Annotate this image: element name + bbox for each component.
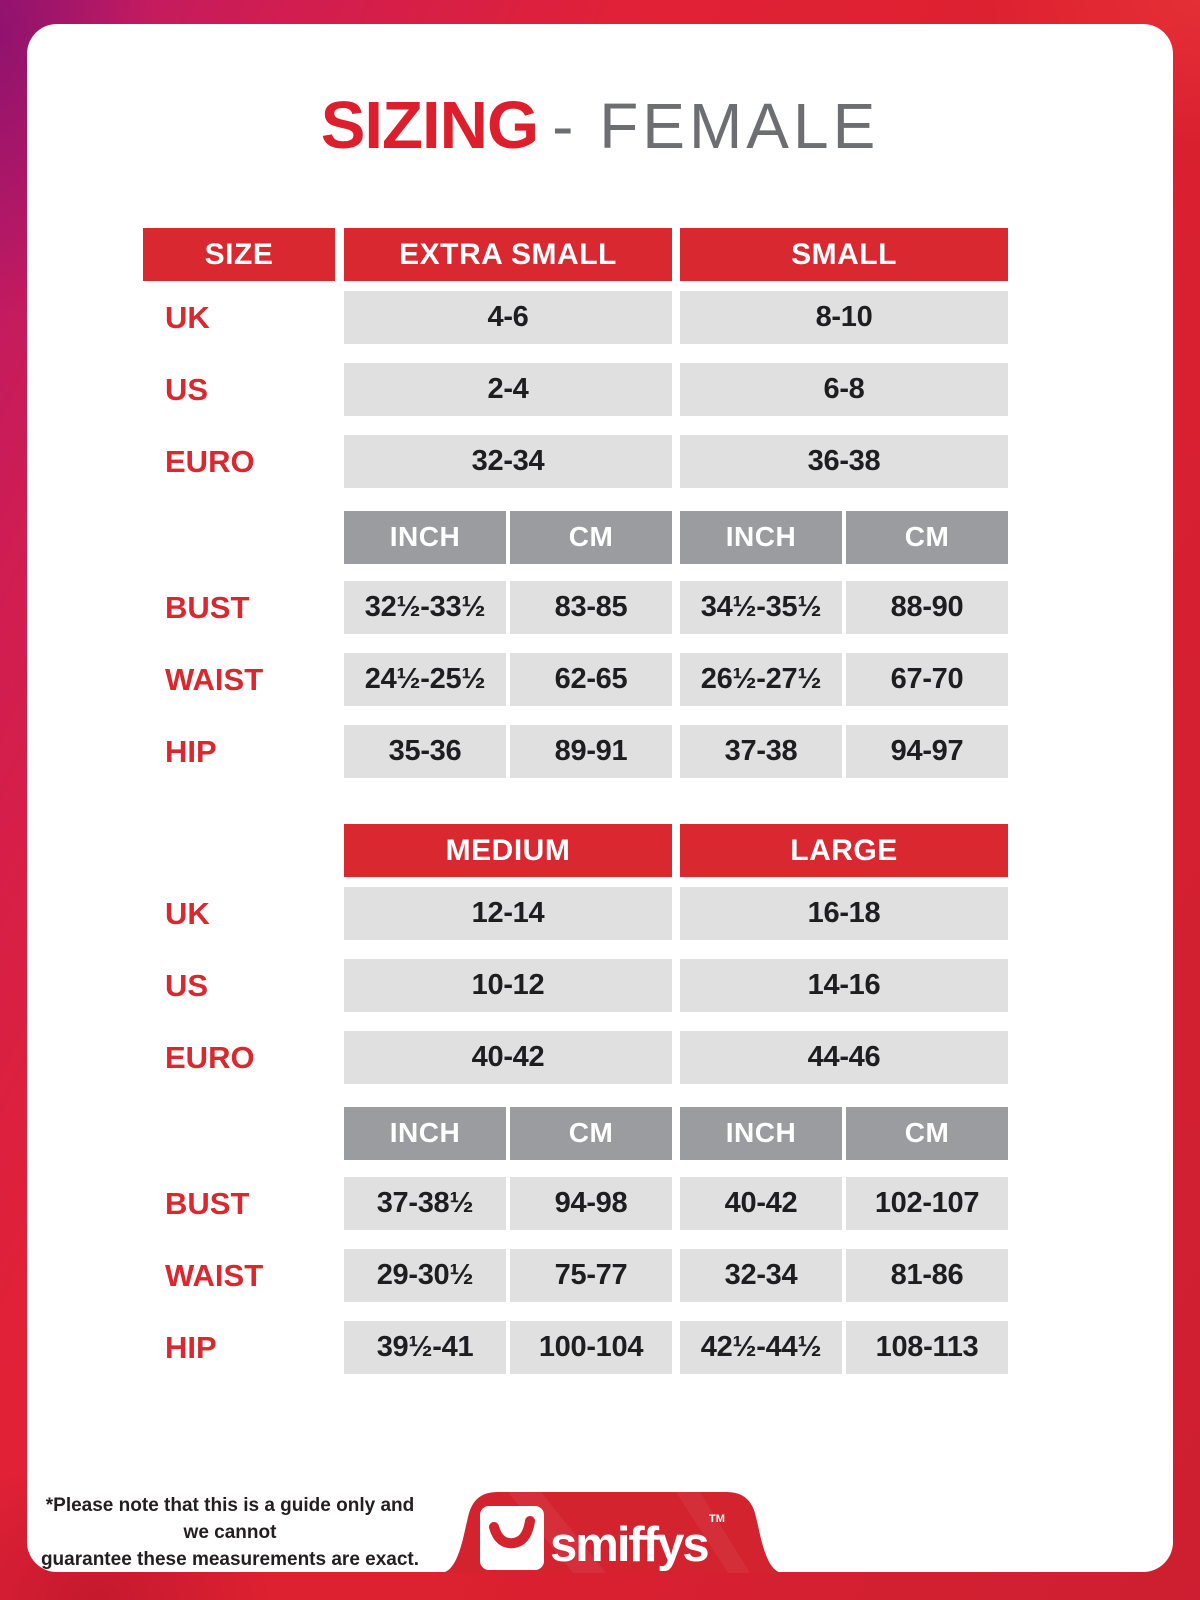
size-cell: 6-8 [680,363,1008,416]
title-primary: SIZING [320,88,539,163]
measure-cell: 88-90 [846,581,1008,634]
logo-tm-superscript: TM [709,1513,725,1525]
row-label: WAIST [165,1258,264,1293]
logo-text: smiffys [550,1518,708,1572]
unit-header: INCH [344,511,506,564]
measure-cell: 62-65 [510,653,672,706]
measure-cell: 37-38½ [344,1177,506,1230]
size-cell: 40-42 [344,1031,672,1084]
unit-header: INCH [344,1107,506,1160]
measure-cell: 108-113 [846,1321,1008,1374]
measure-cell: 32-34 [680,1249,842,1302]
unit-header: CM [846,511,1008,564]
measure-cell: 32½-33½ [344,581,506,634]
unit-header: CM [510,511,672,564]
unit-header: CM [510,1107,672,1160]
unit-header: INCH [680,511,842,564]
smiffys-logo [480,1506,544,1570]
size-cell: 16-18 [680,887,1008,940]
row-label: UK [165,300,210,335]
size-cell: 10-12 [344,959,672,1012]
measure-cell: 40-42 [680,1177,842,1230]
measure-cell: 34½-35½ [680,581,842,634]
row-label: WAIST [165,662,264,697]
measure-cell: 42½-44½ [680,1321,842,1374]
row-label: EURO [165,1040,255,1075]
size-cell: 36-38 [680,435,1008,488]
size-cell: 12-14 [344,887,672,940]
footer-note [40,1492,420,1573]
size-cell: 4-6 [344,291,672,344]
measure-cell: 81-86 [846,1249,1008,1302]
smile-icon [480,1506,544,1570]
row-label: UK [165,896,210,931]
measure-cell: 29-30½ [344,1249,506,1302]
measure-cell: 67-70 [846,653,1008,706]
size-header: SMALL [680,228,1008,281]
measure-cell: 75-77 [510,1249,672,1302]
measure-cell: 39½-41 [344,1321,506,1374]
footer-note-line2: guarantee these measurements are exact. [40,1549,420,1570]
measure-cell: 35-36 [344,725,506,778]
size-cell: 32-34 [344,435,672,488]
row-label: US [165,968,209,1003]
measure-cell: 83-85 [510,581,672,634]
row-label: HIP [165,1330,217,1365]
row-label: HIP [165,734,217,769]
measure-cell: 94-97 [846,725,1008,778]
measure-cell: 102-107 [846,1177,1008,1230]
footer-note-line1: *Please note that this is a guide only and we cannot [45,1495,415,1543]
size-header: LARGE [680,824,1008,877]
size-header: MEDIUM [344,824,672,877]
size-corner-header: SIZE [143,228,335,281]
size-cell: 44-46 [680,1031,1008,1084]
unit-header: INCH [680,1107,842,1160]
row-label: BUST [165,1186,250,1221]
measure-cell: 26½-27½ [680,653,842,706]
title-secondary: - FEMALE [552,90,880,162]
size-header: EXTRA SMALL [344,228,672,281]
page-title [27,84,1173,168]
measure-cell: 37-38 [680,725,842,778]
size-cell: 2-4 [344,363,672,416]
measure-cell: 100-104 [510,1321,672,1374]
row-label: US [165,372,209,407]
row-label: EURO [165,444,255,479]
measure-cell: 89-91 [510,725,672,778]
size-cell: 8-10 [680,291,1008,344]
size-cell: 14-16 [680,959,1008,1012]
row-label: BUST [165,590,250,625]
measure-cell: 24½-25½ [344,653,506,706]
measure-cell: 94-98 [510,1177,672,1230]
unit-header: CM [846,1107,1008,1160]
